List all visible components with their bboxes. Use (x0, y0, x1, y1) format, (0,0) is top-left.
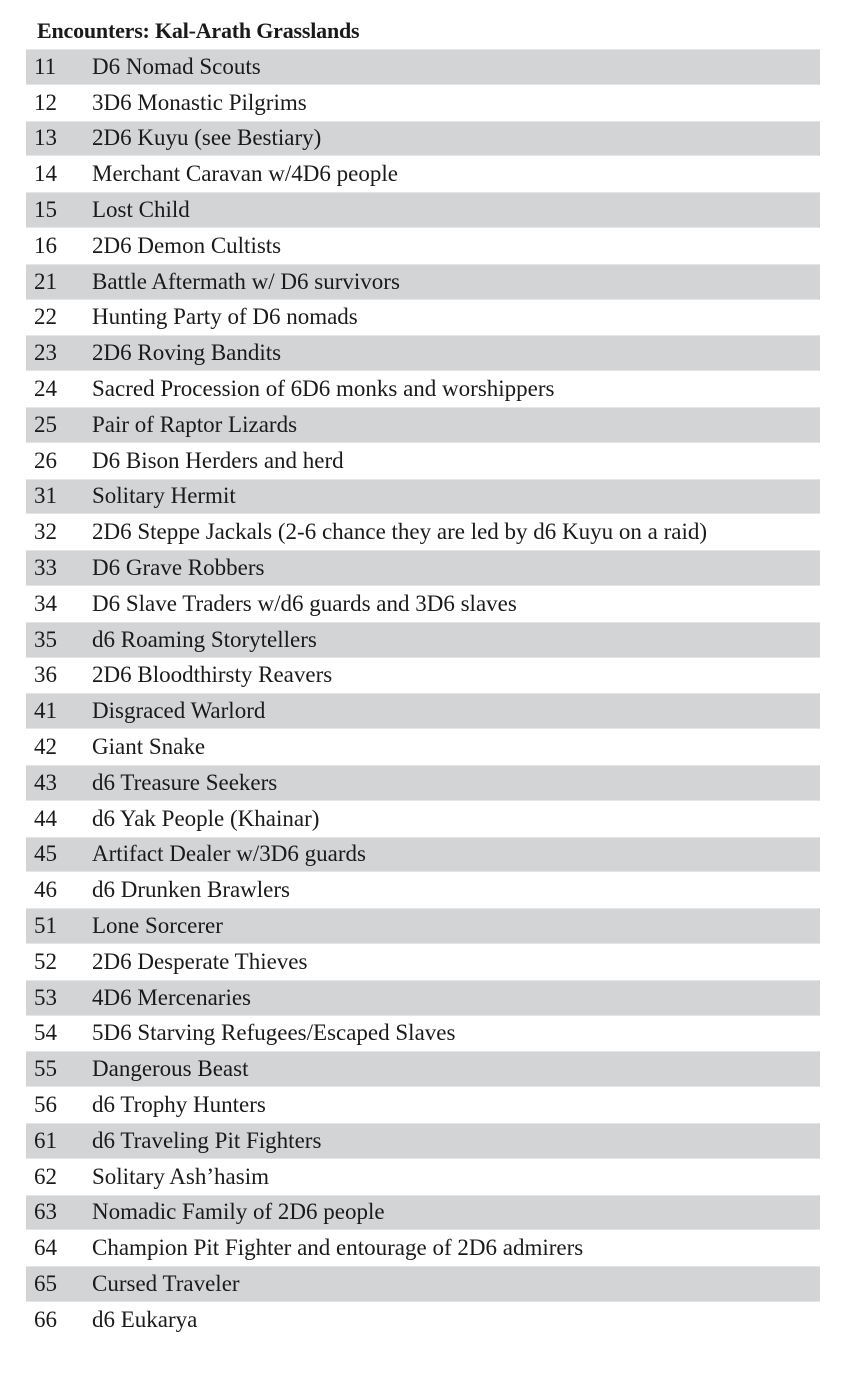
roll-number: 65 (34, 1270, 57, 1296)
encounter-result: Artifact Dealer w/3D6 guards (92, 841, 366, 867)
roll-number: 33 (34, 555, 57, 581)
roll-number: 55 (34, 1056, 57, 1082)
roll-number: 14 (34, 161, 57, 187)
encounter-result: d6 Roaming Storytellers (92, 626, 317, 652)
roll-number: 16 (34, 232, 57, 258)
roll-number: 24 (34, 376, 57, 402)
table-row (26, 407, 820, 443)
encounter-result: Battle Aftermath w/ D6 survivors (92, 268, 400, 294)
table-row (26, 729, 820, 765)
encounter-result: Nomadic Family of 2D6 people (92, 1199, 385, 1225)
encounter-result: Cursed Traveler (92, 1270, 240, 1296)
roll-number: 23 (34, 340, 57, 366)
encounter-result: Champion Pit Fighter and entourage of 2D6 admirers (92, 1235, 584, 1261)
roll-number: 22 (34, 304, 57, 330)
roll-number: 34 (34, 590, 57, 616)
roll-number: 45 (34, 841, 57, 867)
roll-number: 41 (34, 698, 57, 724)
table-row (26, 335, 820, 371)
roll-number: 35 (34, 626, 57, 652)
roll-number: 46 (34, 877, 57, 903)
encounter-result: Solitary Hermit (92, 483, 236, 509)
encounter-result: d6 Eukarya (92, 1306, 198, 1332)
encounter-result: 4D6 Mercenaries (92, 984, 252, 1010)
table-row (26, 944, 820, 980)
table-row (26, 1266, 820, 1302)
table-row (26, 765, 820, 801)
encounter-result: 3D6 Monastic Pilgrims (92, 89, 307, 115)
roll-number: 54 (34, 1020, 57, 1046)
table-row (26, 300, 820, 336)
encounter-result: 2D6 Desperate Thieves (92, 948, 308, 974)
encounter-result: Dangerous Beast (92, 1056, 249, 1082)
roll-number: 53 (34, 984, 57, 1010)
table-row (26, 1051, 820, 1087)
encounter-result: d6 Drunken Brawlers (92, 877, 291, 903)
roll-number: 25 (34, 411, 57, 437)
encounter-result: Sacred Procession of 6D6 monks and worshippers (92, 376, 555, 402)
roll-number: 62 (34, 1163, 57, 1189)
roll-number: 13 (34, 125, 57, 151)
table-row (26, 49, 820, 85)
encounter-result: Hunting Party of D6 nomads (92, 304, 358, 330)
encounter-result: D6 Slave Traders w/d6 guards and 3D6 slaves (92, 590, 517, 616)
table-row (26, 837, 820, 873)
table-row (26, 85, 820, 121)
table-row (26, 228, 820, 264)
encounter-result: D6 Bison Herders and herd (92, 447, 344, 473)
roll-number: 51 (34, 913, 57, 939)
roll-number: 64 (34, 1235, 57, 1261)
encounter-result: d6 Trophy Hunters (92, 1092, 266, 1117)
roll-number: 36 (34, 662, 57, 688)
encounter-result: 2D6 Bloodthirsty Reavers (92, 662, 333, 688)
encounter-result: Giant Snake (92, 734, 206, 760)
table-row (26, 1123, 820, 1159)
table-row (26, 980, 820, 1016)
table-row (26, 443, 820, 479)
roll-number: 43 (34, 769, 57, 795)
roll-number: 26 (34, 447, 57, 473)
table-row (26, 801, 820, 837)
table-row (26, 550, 820, 586)
table-row (26, 1302, 820, 1338)
roll-number: 11 (34, 53, 57, 79)
roll-number: 21 (34, 268, 57, 294)
table-row (26, 1230, 820, 1266)
encounter-result: 5D6 Starving Refugees/Escaped Slaves (92, 1020, 456, 1046)
table-row (26, 1195, 820, 1231)
encounter-result: 2D6 Steppe Jackals (2-6 chance they are led by d6 Kuyu on a raid) (92, 519, 708, 545)
roll-number: 12 (34, 89, 57, 115)
table-row (26, 156, 820, 192)
roll-number: 31 (34, 483, 57, 509)
table-row (26, 371, 820, 407)
encounter-table (26, 49, 820, 1338)
table-row (26, 658, 820, 694)
encounter-result: Lost Child (92, 197, 190, 223)
table-row (26, 872, 820, 908)
table-row (26, 514, 820, 550)
roll-number: 61 (34, 1127, 57, 1153)
encounter-result: 2D6 Roving Bandits (92, 340, 282, 366)
table-row (26, 121, 820, 157)
table-row (26, 264, 820, 300)
encounter-result: d6 Yak People (Khainar) (92, 805, 320, 831)
encounter-result: d6 Traveling Pit Fighters (92, 1127, 322, 1153)
roll-number: 15 (34, 197, 57, 223)
encounter-result: D6 Grave Robbers (92, 555, 265, 581)
table-row (26, 479, 820, 515)
encounter-result: Pair of Raptor Lizards (92, 411, 298, 437)
roll-number: 44 (34, 805, 57, 831)
table-row (26, 693, 820, 729)
encounter-result: d6 Treasure Seekers (92, 769, 278, 795)
encounter-result: D6 Nomad Scouts (92, 53, 261, 79)
encounter-result: Disgraced Warlord (92, 698, 266, 724)
table-row (26, 192, 820, 228)
table-row (26, 1016, 820, 1052)
roll-number: 56 (34, 1092, 57, 1117)
roll-number: 52 (34, 948, 57, 974)
table-row (26, 1159, 820, 1195)
roll-number: 66 (34, 1306, 57, 1332)
encounter-result: 2D6 Kuyu (see Bestiary) (92, 125, 322, 151)
roll-number: 63 (34, 1199, 57, 1225)
table-row (26, 908, 820, 944)
table-row (26, 1087, 820, 1123)
roll-number: 42 (34, 734, 57, 760)
encounter-result: Lone Sorcerer (92, 913, 223, 939)
encounter-result: 2D6 Demon Cultists (92, 232, 282, 258)
table-title: Encounters: Kal-Arath Grasslands (37, 18, 360, 43)
table-row (26, 622, 820, 658)
encounter-result: Solitary Ash’hasim (92, 1163, 269, 1189)
roll-number: 32 (34, 519, 57, 545)
table-row (26, 586, 820, 622)
encounter-result: Merchant Caravan w/4D6 people (92, 161, 398, 187)
